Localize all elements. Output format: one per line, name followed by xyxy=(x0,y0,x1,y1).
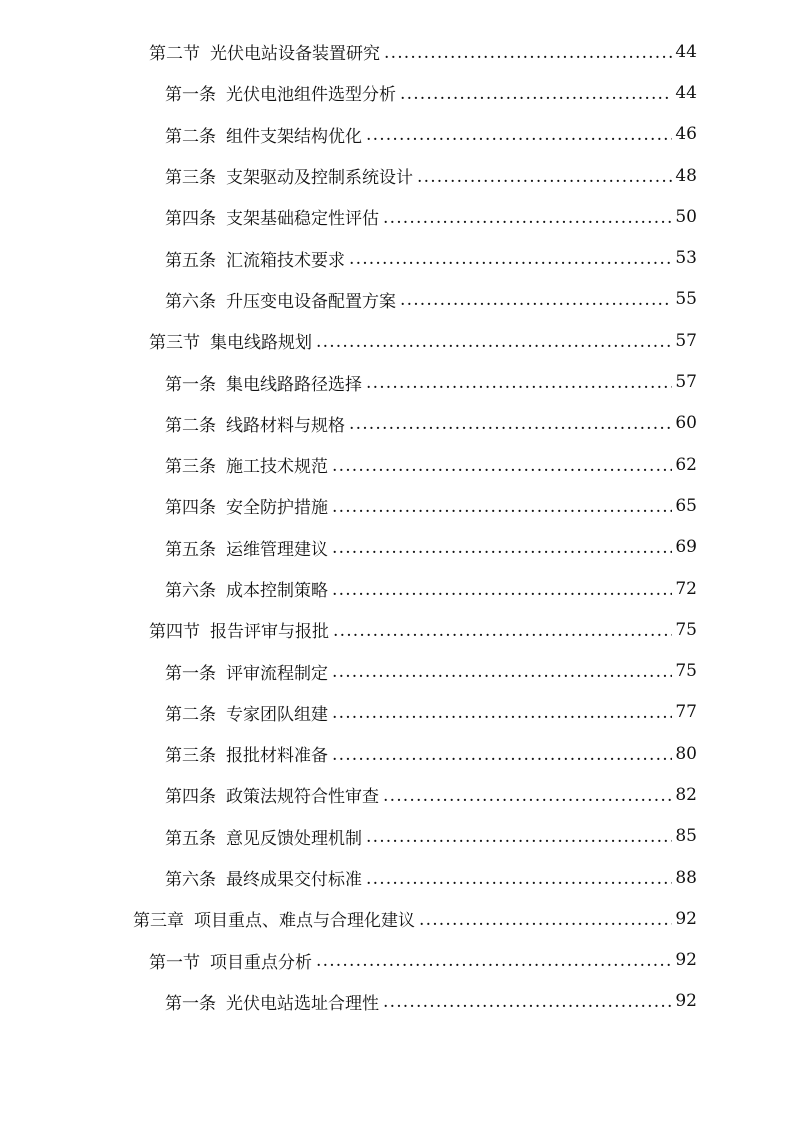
toc-entry-number: 第三条 xyxy=(165,168,216,189)
toc-entry-page-number: 92 xyxy=(675,908,697,929)
toc-entry-article[interactable] xyxy=(0,72,793,113)
dot-leader xyxy=(349,414,672,434)
toc-entry-section[interactable] xyxy=(0,609,793,650)
toc-entry-number: 第五条 xyxy=(165,828,216,849)
toc-entry-number: 第四条 xyxy=(165,787,216,808)
toc-entry-number: 第二条 xyxy=(165,704,216,725)
dot-leader xyxy=(333,621,672,641)
toc-entry-section[interactable] xyxy=(0,940,793,981)
toc-entry-title: 汇流箱技术要求 xyxy=(226,250,345,271)
toc-entry-number: 第一条 xyxy=(165,993,216,1014)
dot-leader xyxy=(316,332,672,352)
toc-entry-chapter[interactable] xyxy=(0,898,793,939)
toc-entry-article[interactable] xyxy=(0,733,793,774)
toc-entry-page-number: 82 xyxy=(675,784,697,805)
toc-entry-article[interactable] xyxy=(0,527,793,568)
toc-entry-title: 项目重点分析 xyxy=(210,952,312,973)
dot-leader xyxy=(366,373,672,393)
toc-entry-title: 施工技术规范 xyxy=(226,457,328,478)
toc-entry-article[interactable] xyxy=(0,857,793,898)
toc-entry-title: 光伏电站设备装置研究 xyxy=(210,44,380,65)
dot-leader xyxy=(419,910,672,930)
toc-entry-title: 升压变电设备配置方案 xyxy=(226,291,396,312)
toc-entry-number: 第一节 xyxy=(149,952,200,973)
toc-entry-page-number: 60 xyxy=(675,413,697,434)
toc-entry-article[interactable] xyxy=(0,196,793,237)
toc-entry-article[interactable] xyxy=(0,692,793,733)
toc-entry-page-number: 46 xyxy=(675,124,697,145)
dot-leader xyxy=(332,497,672,517)
toc-entry-article[interactable] xyxy=(0,568,793,609)
toc-entry-number: 第一条 xyxy=(165,663,216,684)
dot-leader xyxy=(349,249,672,269)
toc-entry-section[interactable] xyxy=(0,31,793,72)
toc-entry-article[interactable] xyxy=(0,816,793,857)
toc-entry-page-number: 62 xyxy=(675,454,697,475)
toc-entry-page-number: 55 xyxy=(675,289,697,310)
toc-entry-article[interactable] xyxy=(0,361,793,402)
toc-entry-section[interactable] xyxy=(0,320,793,361)
toc-entry-title: 成本控制策略 xyxy=(226,581,328,601)
toc-entry-article[interactable] xyxy=(0,279,793,320)
toc-entry-number: 第六条 xyxy=(165,291,216,312)
toc-entry-title: 集电线路路径选择 xyxy=(226,374,362,395)
toc-entry-title: 最终成果交付标准 xyxy=(226,870,362,891)
dot-leader xyxy=(366,125,672,145)
toc-entry-page-number: 48 xyxy=(675,165,697,186)
toc-entry-title: 支架驱动及控制系统设计 xyxy=(226,168,413,189)
dot-leader xyxy=(332,662,672,682)
toc-entry-article[interactable] xyxy=(0,403,793,444)
toc-entry-number: 第三条 xyxy=(165,746,216,767)
toc-entry-number: 第三章 xyxy=(133,911,184,932)
toc-entry-article[interactable] xyxy=(0,444,793,485)
toc-entry-number: 第六条 xyxy=(165,870,216,891)
toc-entry-number: 第二节 xyxy=(149,44,200,65)
toc-entry-number: 第三条 xyxy=(165,457,216,478)
toc-entry-page-number: 77 xyxy=(675,702,697,723)
toc-entry-page-number: 75 xyxy=(675,619,697,640)
toc-entry-page-number: 92 xyxy=(675,991,697,1012)
toc-entry-title: 支架基础稳定性评估 xyxy=(226,209,379,230)
toc-entry-page-number: 65 xyxy=(675,495,697,516)
toc-entry-article[interactable] xyxy=(0,114,793,155)
dot-leader xyxy=(383,208,672,228)
toc-entry-title: 报告评审与报批 xyxy=(210,622,329,643)
toc-entry-title: 评审流程制定 xyxy=(226,663,328,684)
dot-leader xyxy=(400,290,672,310)
toc-entry-title: 安全防护措施 xyxy=(226,498,328,519)
dot-leader xyxy=(384,43,672,63)
toc-entry-title: 意见反馈处理机制 xyxy=(226,828,362,849)
dot-leader xyxy=(316,951,672,971)
toc-entry-title: 线路材料与规格 xyxy=(226,415,345,436)
toc-entry-article[interactable] xyxy=(0,774,793,815)
toc-entry-number: 第六条 xyxy=(165,581,216,601)
dot-leader xyxy=(332,580,672,600)
toc-entry-number: 第三节 xyxy=(149,333,200,354)
table-of-contents xyxy=(0,31,793,1022)
toc-entry-article[interactable] xyxy=(0,237,793,278)
toc-entry-number: 第二条 xyxy=(165,126,216,147)
toc-entry-page-number: 57 xyxy=(675,372,697,393)
toc-entry-page-number: 44 xyxy=(675,41,697,62)
dot-leader xyxy=(400,84,672,104)
toc-entry-title: 报批材料准备 xyxy=(226,746,328,767)
toc-entry-title: 光伏电池组件选型分析 xyxy=(226,85,396,106)
toc-entry-article[interactable] xyxy=(0,485,793,526)
toc-entry-article[interactable] xyxy=(0,981,793,1022)
toc-entry-page-number: 69 xyxy=(675,537,697,558)
toc-entry-number: 第一条 xyxy=(165,85,216,106)
toc-entry-page-number: 80 xyxy=(675,743,697,764)
toc-entry-page-number: 57 xyxy=(675,330,697,351)
toc-entry-page-number: 88 xyxy=(675,867,697,888)
toc-entry-number: 第四节 xyxy=(149,622,200,643)
toc-entry-page-number: 85 xyxy=(675,826,697,847)
dot-leader xyxy=(332,456,672,476)
toc-entry-article[interactable] xyxy=(0,650,793,691)
toc-entry-page-number: 44 xyxy=(675,82,697,103)
dot-leader xyxy=(366,869,672,889)
dot-leader xyxy=(417,167,672,187)
toc-entry-title: 运维管理建议 xyxy=(226,539,328,560)
toc-entry-title: 组件支架结构优化 xyxy=(226,126,362,147)
dot-leader xyxy=(383,786,672,806)
dot-leader xyxy=(383,992,672,1012)
toc-entry-title: 政策法规符合性审查 xyxy=(226,787,379,808)
toc-entry-number: 第五条 xyxy=(165,250,216,271)
dot-leader xyxy=(332,745,672,765)
toc-entry-page-number: 92 xyxy=(675,950,697,971)
toc-entry-article[interactable] xyxy=(0,155,793,196)
toc-entry-number: 第五条 xyxy=(165,539,216,560)
toc-entry-number: 第一条 xyxy=(165,374,216,395)
toc-entry-number: 第四条 xyxy=(165,209,216,230)
toc-entry-title: 项目重点、难点与合理化建议 xyxy=(194,911,415,932)
toc-entry-title: 专家团队组建 xyxy=(226,704,328,725)
toc-entry-title: 集电线路规划 xyxy=(210,333,312,354)
toc-entry-number: 第四条 xyxy=(165,498,216,519)
dot-leader xyxy=(332,538,672,558)
toc-entry-page-number: 72 xyxy=(675,578,697,599)
toc-entry-page-number: 53 xyxy=(675,248,697,269)
toc-entry-number: 第二条 xyxy=(165,415,216,436)
toc-entry-page-number: 50 xyxy=(675,206,697,227)
dot-leader xyxy=(366,827,672,847)
dot-leader xyxy=(332,703,672,723)
toc-entry-page-number: 75 xyxy=(675,661,697,682)
toc-entry-title: 光伏电站选址合理性 xyxy=(226,993,379,1014)
